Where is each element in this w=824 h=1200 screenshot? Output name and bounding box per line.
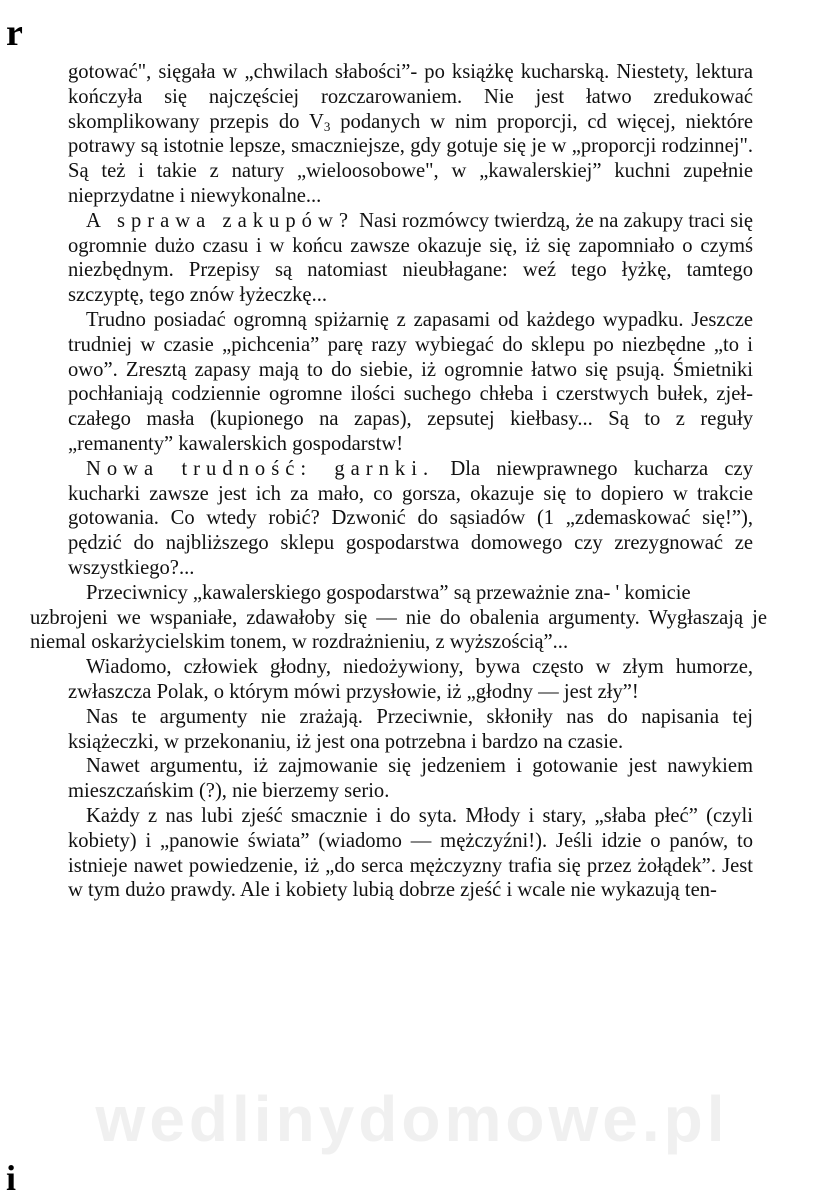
spaced-heading-pots: Nowa trudność: garnki. bbox=[86, 457, 435, 480]
paragraph-1-text: gotować", sięgała w „chwilach słabości”- po książkę kucharską. Niestety, lektura kończyła się najczęściej rozczarowaniem. Nie jest łatwo zredukować skomplikowany przepis do V bbox=[68, 61, 753, 133]
fraction-subscript: 3 bbox=[323, 118, 331, 134]
page-corner-letter-bottom: i bbox=[6, 1158, 17, 1198]
paragraph-4 bbox=[68, 457, 753, 581]
paragraph-1 bbox=[68, 60, 753, 209]
book-page-text bbox=[30, 60, 767, 903]
paragraph-3: Trudno posiadać ogromną spiżarnię z zapasami od każdego wypadku. Jeszcze trudniej w czasie „pichcenia” parę razy wybiegać do sklepu po niezbędne „to i owo”. Zresztą zapasy mają to do siebie, iż ogromnie łatwo się psują. Śmietniki pochłaniają codziennie ogromne ilości suchego chłeba i czerstwych bułek, zjeł- czałego masła (kupionego na zapas), zepsutej kiełbasy... Są to z reguły „remanenty” kawalerskich gospodarstw! bbox=[68, 308, 753, 455]
paragraph-9: Każdy z nas lubi zjeść smacznie i do syta. Młody i stary, „słaba płeć” (czyli kobiety) i „panowie świata” (wiadomo — mężczyźni!). Jeśli idzie o panów, to istnieje nawet powiedzenie, iż „do serca mężczyzny trafia się przez żołądek”. Jest w tym dużo prawdy. Ale i kobiety lubią dobrze zjeść i wcale nie wykazują ten- bbox=[68, 804, 753, 902]
paragraph-2 bbox=[68, 209, 753, 308]
paragraph-4-text: Dla niewprawnego kucharza czy kucharki zawsze jest ich za mało, co gorsza, okazuje się to dopiero w trakcie gotowania. Co wtedy robić? Dzwonić do sąsiadów (1 „zdemaskować się!”), pędzić do najbliższego sklepu gospodarstwa domowego czy zrezygnować ze wszystkiego?... bbox=[68, 457, 753, 579]
paragraph-2-text: Nasi rozmówcy twierdzą, że na zakupy traci się ogromnie dużo czasu i w końcu zawsze okazuje się, iż się zapomniało o czymś niezbędnym. Przepisy są natomiast nieubłagane: weź tego łyżkę, tamtego szczyptę, tego znów łyżeczkę... bbox=[68, 209, 753, 307]
page-corner-letter-top: r bbox=[6, 12, 23, 54]
paragraph-6: Wiadomo, człowiek głodny, niedożywiony, bywa często w złym humorze, zwłaszcza Polak, o którym mówi przysłowie, iż „głodny — jest zły”! bbox=[68, 656, 753, 703]
paragraph-5: Przeciwnicy „kawalerskiego gospodarstwa” są przeważnie zna- ' komicie bbox=[86, 581, 691, 604]
paragraph-7: Nas te argumenty nie zrażają. Przeciwnie, skłoniły nas do napisania tej książeczki, w przekonaniu, iż jest ona potrzebna i bardzo na czasie. bbox=[68, 705, 753, 753]
paragraph-1-continuation: podanych w nim proporcji, cd więcej, niektóre potrawy są istotnie lepsze, smaczniejsze, gdy gotuje się je w „proporcji rodzinnej". Są też i takie z natury „wieloosobowe", w „kawalerskiej” kuchni zupełnie nieprzydatne i niewykonalne... bbox=[68, 110, 753, 207]
paragraph-8: Nawet argumentu, iż zajmowanie się jedzeniem i gotowanie jest nawykiem mieszczańskim (?), nie bierzemy serio. bbox=[68, 755, 753, 803]
paragraph-5-wide-continuation: uzbrojeni we wspaniałe, zdawałoby się — nie do obalenia argumenty. Wygłaszają je niemal oskarżycielskim tonem, w rozdrażnieniu, z wyższością”... bbox=[30, 606, 767, 654]
site-watermark: wedlinydomowe.pl bbox=[95, 1083, 729, 1155]
spaced-heading-shopping: A sprawa zakupów? bbox=[86, 209, 354, 232]
